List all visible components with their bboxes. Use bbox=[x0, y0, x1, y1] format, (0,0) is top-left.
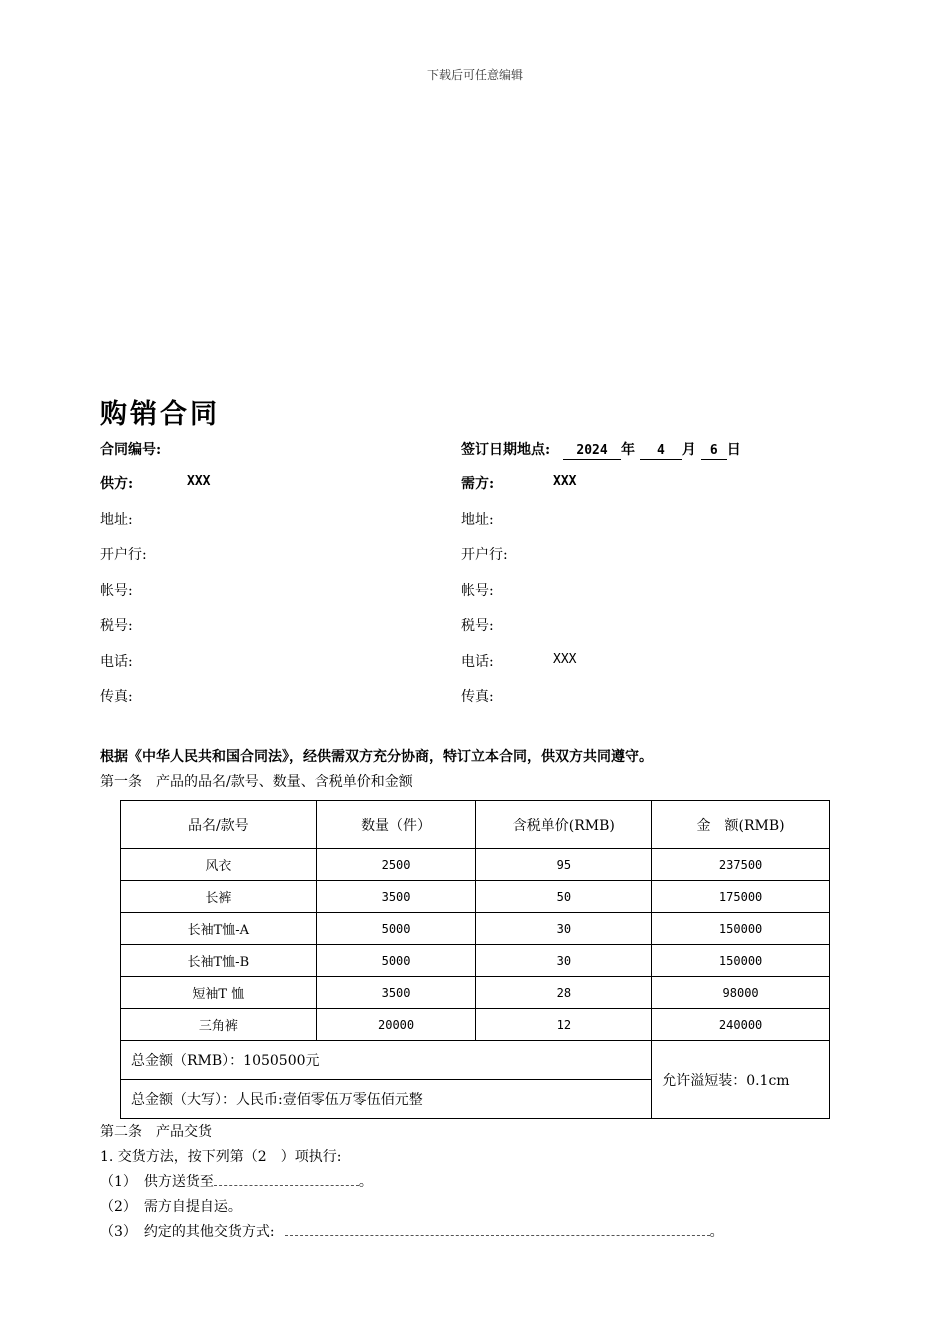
delivery-option-3-text: （3） 约定的其他交货方式: bbox=[100, 1224, 275, 1240]
product-name: 长袖T恤-B bbox=[121, 945, 317, 977]
product-name: 长袖T恤-A bbox=[121, 913, 317, 945]
amount: 98000 bbox=[652, 977, 830, 1009]
unit-price: 50 bbox=[476, 881, 652, 913]
product-name: 短袖T 恤 bbox=[121, 977, 317, 1009]
unit-price: 30 bbox=[476, 945, 652, 977]
unit-price: 95 bbox=[476, 849, 652, 881]
total-words: 总金额（大写）：人民币:壹佰零伍万零伍佰元整 bbox=[121, 1080, 652, 1119]
buyer-label: 需方: bbox=[461, 476, 495, 492]
supplier-account-label: 帐号: bbox=[100, 583, 133, 599]
delivery-option-1-text: （1） 供方送货至 bbox=[100, 1174, 214, 1190]
contract-number-label: 合同编号: bbox=[100, 442, 162, 458]
supplier-address-label: 地址: bbox=[100, 512, 133, 528]
table-row bbox=[121, 849, 830, 881]
sign-month: 4 bbox=[640, 443, 682, 460]
sign-year: 2024 bbox=[563, 443, 621, 460]
total-rmb-row bbox=[121, 1041, 830, 1080]
tolerance: 允许溢短装：0.1cm bbox=[652, 1041, 830, 1119]
table-row bbox=[121, 1009, 830, 1041]
table-row bbox=[121, 977, 830, 1009]
delivery-option-3-end: 。 bbox=[709, 1224, 724, 1240]
header-quantity: 数量（件） bbox=[316, 801, 476, 849]
unit-price: 12 bbox=[476, 1009, 652, 1041]
unit-price: 28 bbox=[476, 977, 652, 1009]
delivery-other-blank bbox=[285, 1221, 710, 1236]
supplier-phone-label: 电话: bbox=[100, 654, 133, 670]
buyer-bank-label: 开户行: bbox=[461, 547, 508, 563]
sign-day-unit: 日 bbox=[726, 442, 741, 458]
amount: 240000 bbox=[652, 1009, 830, 1041]
sign-date-line bbox=[461, 439, 741, 460]
table-header-row bbox=[121, 801, 830, 849]
table-row bbox=[121, 913, 830, 945]
delivery-option-2: （2） 需方自提自运。 bbox=[100, 1199, 242, 1215]
supplier-label: 供方: bbox=[100, 476, 134, 492]
header-unit-price: 含税单价(RMB) bbox=[476, 801, 652, 849]
preamble: 根据《中华人民共和国合同法》，经供需双方充分协商，特订立本合同，供双方共同遵守。 bbox=[100, 749, 653, 765]
buyer-fax-label: 传真: bbox=[461, 689, 494, 705]
sign-month-unit: 月 bbox=[681, 442, 696, 458]
table-row bbox=[121, 945, 830, 977]
quantity: 2500 bbox=[316, 849, 476, 881]
product-table bbox=[120, 800, 830, 1119]
delivery-intro: 1. 交货方法，按下列第（2 ）项执行: bbox=[100, 1149, 342, 1165]
buyer-account-label: 帐号: bbox=[461, 583, 494, 599]
supplier-fax-label: 传真: bbox=[100, 689, 133, 705]
quantity: 3500 bbox=[316, 881, 476, 913]
quantity: 3500 bbox=[316, 977, 476, 1009]
table-row bbox=[121, 881, 830, 913]
delivery-option-1 bbox=[100, 1171, 373, 1191]
header-amount: 金 额(RMB) bbox=[652, 801, 830, 849]
buyer-tax-label: 税号: bbox=[461, 618, 494, 634]
article-1-heading: 第一条 产品的品名/款号、数量、含税单价和金额 bbox=[100, 774, 413, 790]
quantity: 5000 bbox=[316, 945, 476, 977]
buyer-phone-label: 电话: bbox=[461, 654, 494, 670]
header-product: 品名/款号 bbox=[121, 801, 317, 849]
sign-date-label: 签订日期地点: bbox=[461, 442, 551, 458]
amount: 237500 bbox=[652, 849, 830, 881]
contract-title: 购销合同 bbox=[100, 399, 220, 430]
amount: 150000 bbox=[652, 913, 830, 945]
total-rmb: 总金额（RMB）：1050500元 bbox=[121, 1041, 652, 1080]
delivery-address-blank bbox=[214, 1171, 359, 1186]
unit-price: 30 bbox=[476, 913, 652, 945]
supplier-bank-label: 开户行: bbox=[100, 547, 147, 563]
sign-day: 6 bbox=[701, 443, 727, 460]
product-name: 长裤 bbox=[121, 881, 317, 913]
header-note: 下载后可任意编辑 bbox=[426, 68, 523, 82]
sign-year-unit: 年 bbox=[621, 442, 636, 458]
buyer-name: XXX bbox=[553, 474, 577, 489]
buyer-address-label: 地址: bbox=[461, 512, 494, 528]
amount: 150000 bbox=[652, 945, 830, 977]
product-name: 风衣 bbox=[121, 849, 317, 881]
quantity: 5000 bbox=[316, 913, 476, 945]
buyer-phone-value: XXX bbox=[553, 652, 577, 667]
supplier-tax-label: 税号: bbox=[100, 618, 133, 634]
article-2-heading: 第二条 产品交货 bbox=[100, 1124, 212, 1140]
supplier-name: XXX bbox=[187, 474, 211, 489]
delivery-option-3 bbox=[100, 1221, 724, 1241]
delivery-option-1-end: 。 bbox=[358, 1174, 373, 1190]
product-name: 三角裤 bbox=[121, 1009, 317, 1041]
quantity: 20000 bbox=[316, 1009, 476, 1041]
amount: 175000 bbox=[652, 881, 830, 913]
